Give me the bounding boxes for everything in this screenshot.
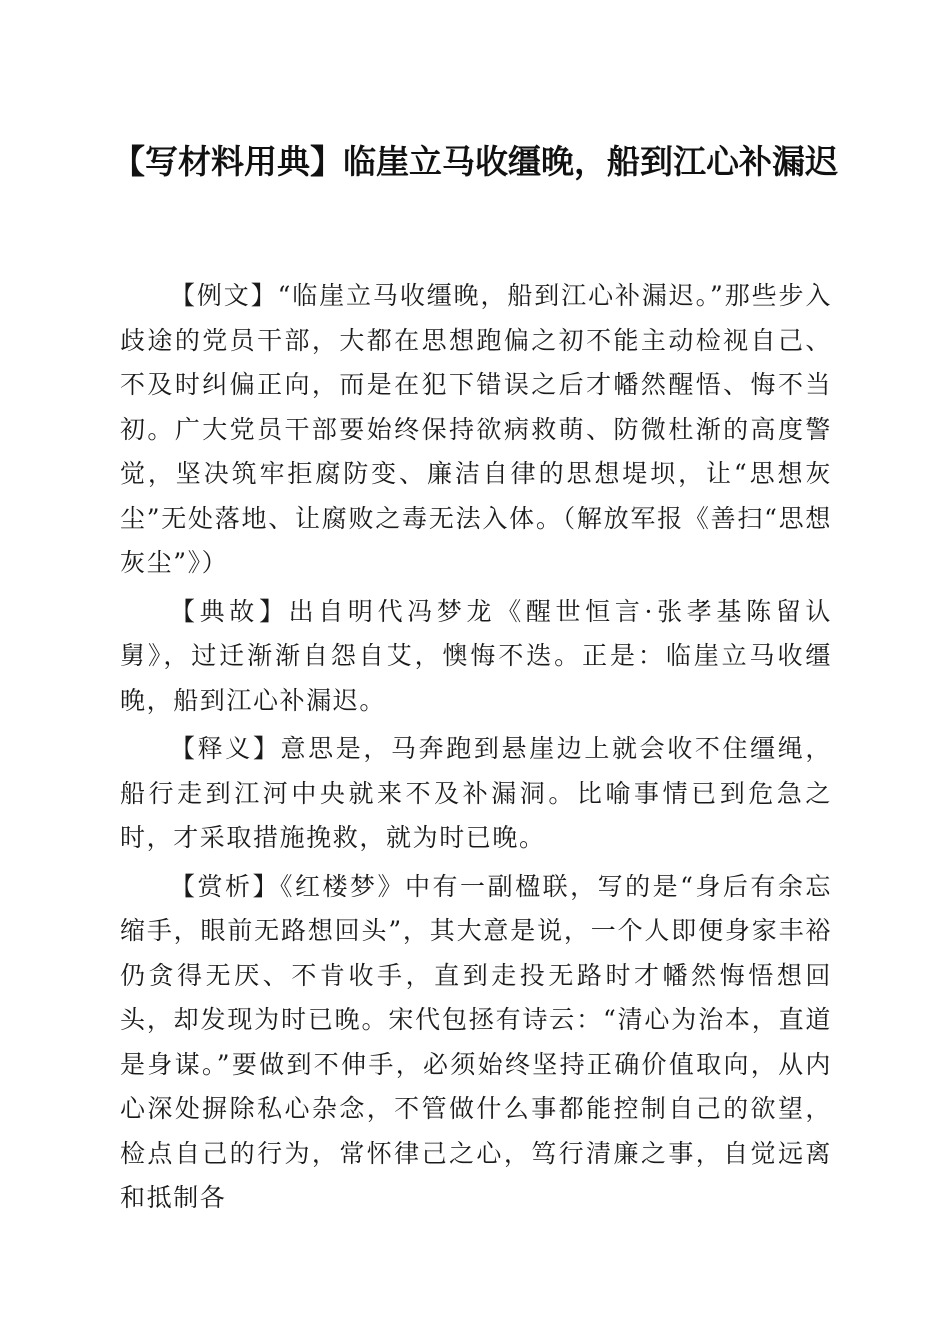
paragraph-tag: 【典故】 — [170, 596, 289, 626]
paragraph-appreciation — [120, 865, 832, 1221]
paragraph-tag: 【释义】 — [170, 734, 281, 763]
paragraph-meaning — [120, 727, 832, 861]
paragraph-example — [120, 274, 832, 586]
document-title: 【写材料用典】临崖立马收缰晚，船到江心补漏迟 — [112, 142, 838, 181]
paragraph-tag: 【赏析】 — [170, 871, 281, 901]
paragraph-text: 意思是，马奔跑到悬崖边上就会收不住缰绳，船行走到江河中央就来不及补漏洞。比喻事情已到危急之时，才采取措施挽救，就为时已晚。 — [120, 734, 832, 852]
paragraph-tag: 【例文】 — [170, 281, 278, 310]
paragraph-text: 出自明代冯梦龙《醒世恒言·张孝基陈留认舅》，过迁渐渐自怨自艾，懊悔不迭。正是：临崖立马收缰晚，船到江心补漏迟。 — [120, 596, 832, 715]
document-body — [120, 274, 832, 1225]
paragraph-allusion — [120, 590, 832, 724]
paragraph-text: “临崖立马收缰晚，船到江心补漏迟。”那些步入歧途的党员干部，大都在思想跑偏之初不能主动检视自己、不及时纠偏正向，而是在犯下错误之后才幡然醒悟、悔不当初。广大党员干部要始终保持欲病救萌、防微杜渐的高度警觉，坚决筑牢拒腐防变、廉洁自律的思想堤坝，让“思想灰尘”无处落地、让腐败之毒无法入体。（解放军报《善扫“思想灰尘”》） — [120, 281, 832, 577]
paragraph-text: 《红楼梦》中有一副楹联，写的是“身后有余忘缩手，眼前无路想回头”，其大意是说，一个人即便身家丰裕仍贪得无厌、不肯收手，直到走投无路时才幡然悔悟想回头，却发现为时已晚。宋代包拯有诗云：“清心为治本，直道是身谋。”要做到不伸手，必须始终坚持正确价值取向，从内心深处摒除私心杂念，不管做什么事都能控制自己的欲望，检点自己的行为，常怀律己之心，笃行清廉之事，自觉远离和抵制各 — [120, 871, 832, 1212]
